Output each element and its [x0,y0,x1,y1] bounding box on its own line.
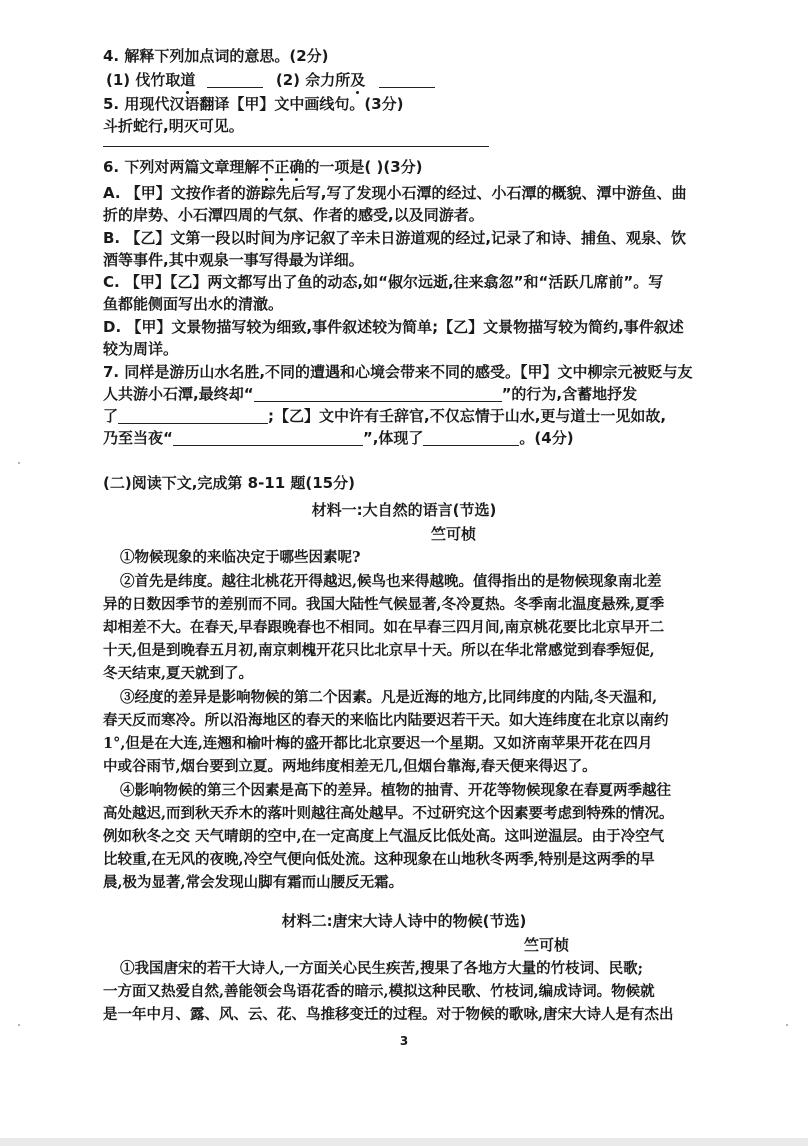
q6-dotted-char-3: 确 [289,158,305,176]
material1-author: 竺可桢 [431,525,477,543]
q6-option-a-line1: A. 【甲】文按作者的游踪先后写,写了发现小石潭的经过、小石潭的概貌、潭中游鱼、曲 [103,184,687,202]
q6-title [103,157,423,177]
section2-header: (二)阅读下文,完成第 8-11 题(15分) [103,474,355,492]
material1-line: 冬天结束,夏天就到了。 [103,665,254,682]
q7-line3-pre: 了 [103,407,119,425]
q6-title-post: 的一项是( )(3分) [304,158,423,176]
q6-option-d-line1: D. 【甲】文景物描写较为细致,事件叙述较为简单;【乙】文景物描写较为简约,事件叙述 [103,318,684,336]
q4-title: 4. 解释下列加点词的意思。(2分) [103,47,329,65]
q7-line2 [103,384,637,404]
material1-line: 十天,但是到晚春五月初,南京刺槐开花只比北京早十天。所以在华北常感觉到春季短促, [103,642,655,659]
material1-line: 高处越迟,而到秋天乔木的落叶则越往高处越早。不过研究这个因素要考虑到特殊的情况。 [103,805,674,822]
material1-line: 晨,极为显著,常会发现山脚有霜而山腰反无霜。 [103,874,404,891]
q7-answer-blank-3[interactable] [173,429,363,446]
q4-items [106,70,435,90]
material1-title: 材料一:大自然的语言(节选) [311,501,497,519]
q6-option-b-line1: B. 【乙】文第一段以时间为序记叙了辛未日游道观的经过,记录了和诗、捕鱼、观泉、饮 [103,229,687,247]
q4-item1-dotted-char: 道 [180,71,196,89]
material1-line: ②首先是纬度。越往北桃花开得越迟,候鸟也来得越晚。值得指出的是物候现象南北差 [120,573,662,590]
q4-item2-dotted-char: 及 [350,71,366,89]
q7-answer-blank-1[interactable] [254,385,502,402]
q6-option-c-line2: 鱼都能侧面写出水的清澈。 [103,295,284,313]
q7-line2-pre: 人共游小石潭,最终却“ [103,385,254,403]
q4-item2-text: 佘力所 [305,71,351,89]
q4-item1-text: 伐竹取 [135,71,181,89]
q6-option-c-line1: C. 【甲】【乙】两文都写出了鱼的动态,如“俶尔远逝,往来翕忽”和“活跃几席前”。写 [103,273,664,291]
material1-line: 春天反而寒冷。所以沿海地区的春天的来临比内陆要迟若干天。如大连纬度在北京以南约 [103,712,669,729]
page-number: 3 [399,1034,409,1048]
q7-line3 [103,406,666,426]
q6-option-b-line2: 酒等事件,其中观泉一事写得最为详细。 [103,251,364,269]
q4-answer-blank-1[interactable] [207,71,263,88]
material1-line: 比较重,在无风的夜晚,冷空气便向低处流。这种现象在山地秋冬两季,特别是这两季的早 [103,851,655,868]
scan-speck [786,1024,788,1026]
q4-item1-num: (1) [106,71,136,89]
material1-line: 异的日数因季节的差别而不同。我国大陆性气候显著,冬冷夏热。冬季南北温度悬殊,夏季 [103,596,665,613]
q7-answer-blank-2[interactable] [118,407,268,424]
q7-line4-pre: 乃至当夜“ [103,429,173,447]
material2-author: 竺可桢 [524,936,570,954]
bottom-strip [0,1138,808,1146]
q4-item2-num: (2) [275,71,306,89]
material2-title: 材料二:唐宋大诗人诗中的物候(节选) [281,912,527,930]
material2-line: 是一年中月、露、风、云、花、鸟推移变迁的过程。对于物候的歌咏,唐宋大诗人是有杰出 [103,1006,674,1023]
material1-line: ③经度的差异是影响物候的第二个因素。凡是近海的地方,比同纬度的内陆,冬天温和, [120,689,658,706]
material1-line: ①物候现象的来临决定于哪些因素呢? [120,549,361,566]
scan-speck [18,462,20,464]
material1-line: 例如秋冬之交 天气晴朗的空中,在一定高度上气温反比低处高。这叫逆温层。由于冷空气 [103,828,665,845]
q6-dotted-char-1: 不 [259,158,275,176]
q7-answer-blank-4[interactable] [423,429,519,446]
q7-line4 [103,428,574,448]
material2-line: ①我国唐宋的若干大诗人,一方面关心民生疾苦,搜果了各地方大量的竹枝词、民歌; [120,960,643,977]
material1-line: 1°,但是在大连,连翘和榆叶梅的盛开都比北京要迟一个星期。又如济南苹果开花在四月 [103,735,653,752]
scan-speck [18,1024,20,1026]
material1-line: 中或谷雨节,烟台要到立夏。两地纬度相差无几,但烟台靠海,春天便来得迟了。 [103,758,597,775]
q7-line2-post: ”的行为,含蓄地抒发 [501,385,638,403]
q6-option-d-line2: 较为周详。 [103,340,179,358]
q6-dotted-char-2: 正 [274,158,290,176]
q5-answer-line[interactable] [103,146,489,147]
q7-line3-post: ;【乙】文中许有壬辞官,不仅忘情于山水,更与道士一见如故, [268,407,667,425]
q4-answer-blank-2[interactable] [379,71,435,88]
q7-line4-mid: ”,体现了 [362,429,424,447]
q6-option-a-line2: 折的岸势、小石潭四周的气氛、作者的感受,以及同游者。 [103,206,484,224]
q7-line1: 7. 同样是游历山水名胜,不同的遭遇和心境会带来不同的感受。【甲】文中柳宗元被贬与友 [103,363,693,381]
q6-title-pre: 6. 下列对两篇文章理解 [103,158,260,176]
q5-sentence: 斗折蛇行,明灭可见。 [103,117,244,135]
material1-line: 却相差不大。在春天,早春跟晚春也不相同。如在早春三四月间,南京桃花要比北京早开二 [103,619,665,636]
q5-title: 5. 用现代汉语翻译【甲】文中画线句。(3分) [103,95,404,113]
q7-line4-post: 。(4分) [519,429,574,447]
material1-line: ④影响物候的第三个因素是高下的差异。植物的抽青、开花等物候现象在春夏两季越往 [120,782,671,799]
material2-line: 一方面又热爱自然,善能领会鸟语花香的暗示,模拟这种民歌、竹枝词,编成诗词。物候就 [103,983,655,1000]
